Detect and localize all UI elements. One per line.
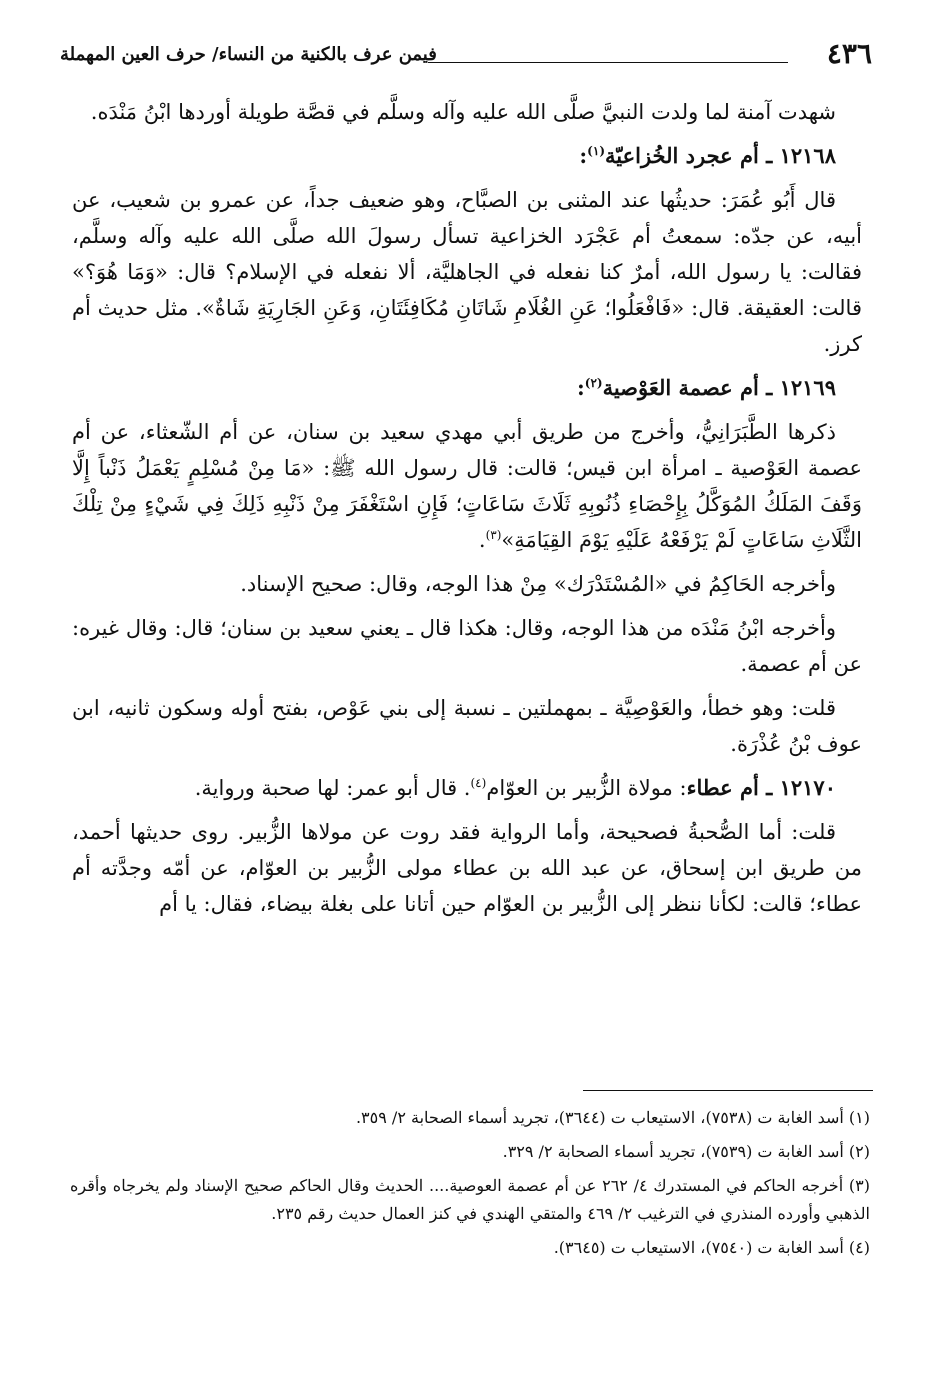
entry-heading — [72, 370, 862, 406]
paragraph: شهدت آمنة لما ولدت النبيَّ صلَّى الله عليه وآله وسلَّم في قصَّة طويلة أوردها ابْنُ مَنْدَه. — [90, 100, 836, 124]
entry-colon: : — [576, 375, 585, 400]
entry-text-end: . قال أبو عمر: لها صحبة ورواية. — [194, 776, 471, 800]
paragraph-text: ذكرها الطَّبَرَانِيُّ، وأخرج من طريق أبي مهدي سعيد بن سنان، عن أم الشّعثاء، عن أم عصمة العَوْصية ـ امرأة ابن قيس؛ قالت: قال رسول الله ﷺ: «مَا مِنْ مُسْلِمٍ يَعْمَلُ ذَنْباً إِلَّا وَقَفَ المَلَكُ المُوَكَّلُ بِإِحْصَاءِ ذُنُوبِهِ ثَلَاثَ سَاعَاتٍ؛ فَإِنِ اسْتَغْفَرَ مِنْ ذَنْبِهِ ذَلِكَ فِي شَيْءٍ مِنْ تِلْكَ الثَّلَاثِ سَاعَاتٍ لَمْ يَرْفَعْهُ عَلَيْهِ يَوْمَ القِيَامَةِ» — [72, 420, 862, 552]
paragraph-end: . — [478, 528, 486, 552]
running-title: فيمن عرف بالكنية من النساء/ حرف العين المهملة — [60, 44, 437, 65]
page-number: ٤٣٦ — [826, 37, 872, 70]
paragraph: قال أَبُو عُمَرَ: حديثُها عند المثنى بن الصبَّاح، وهو ضعيف جداً، عن عمرو بن شعيب، عن أبيه، عن جدّه: سمعتُ أم عَجْرَد الخزاعية تسأل رسولَ الله صلَّى الله عليه وآله وسلَّم، فقالت: يا رسول الله، أمرٌ كنا نفعله في الجاهليَّة، ألا نفعله في الإسلام؟ قال: «وَمَا هُوَ؟» قالت: العقيقة. قال: «فَافْعَلُوا؛ عَنِ الغُلَامِ شَاتَانِ مُكَافِئَتَانِ، وَعَنِ الجَارِيَةِ شَاةٌ». مثل حديث أم كرز. — [72, 188, 862, 356]
entry-heading — [72, 770, 862, 806]
footnote-ref: (١) — [587, 144, 605, 158]
main-text — [72, 94, 862, 930]
paragraph — [72, 414, 862, 558]
footnotes — [70, 1104, 870, 1268]
paragraph: وأخرجه ابْنُ مَنْدَه من هذا الوجه، وقال: هكذا قال ـ يعني سعيد بن سنان؛ قال: وقال غيره: عن أم عصمة. — [72, 616, 862, 676]
page-header — [60, 34, 872, 74]
footnote-ref: (٣) — [485, 528, 502, 542]
paragraph: قلت: وهو خطأ، والعَوْصِيَّة ـ بمهملتين ـ نسبة إلى بني عَوْص، بفتح أوله وسكون ثانيه، ابن عوف بْنُ عُذْرَة. — [72, 696, 862, 756]
entry-title: ١٢١٧٠ ـ أم عطاء — [686, 775, 836, 800]
entry-heading — [72, 138, 862, 174]
header-rule — [428, 62, 788, 63]
footnote-ref: (٢) — [584, 376, 603, 390]
entry-title: ١٢١٦٩ ـ أم عصمة العَوْصية — [602, 375, 836, 400]
entry-title: ١٢١٦٨ ـ أم عجرد الخُزاعيّة — [605, 143, 836, 168]
paragraph: وأخرجه الحَاكِمُ في «المُسْتَدْرَك» مِنْ هذا الوجه، وقال: صحيح الإسناد. — [240, 572, 836, 596]
entry-text: : مولاة الزُّبير بن العوّام — [486, 776, 687, 800]
entry-colon: : — [579, 143, 588, 168]
footnote: (٣) أخرجه الحاكم في المستدرك ٤/ ٢٦٢ عن أم عصمة العوصية.... الحديث وقال الحاكم صحيح الإسناد ولم يخرجاه وأقره الذهبي وأورده المنذري في الترغيب ٢/ ٤٦٩ والمتقي الهندي في كنز العمال حديث رقم ٢٣٥. — [70, 1176, 871, 1223]
paragraph: قلت: أما الصُّحبةُ فصحيحة، وأما الرواية فقد روت عن مولاها الزُّبير. روى حديثها أحمد، من طريق ابن إسحاق، عن عبد الله بن عطاء مولى الزُّبير بن العوّام، عن أمّه وجدَّته أم عطاء؛ قالت: لكأنا ننظر إلى الزُّبير بن العوّام حين أتانا على بغلة بيضاء، فقال: يا أم — [72, 820, 862, 916]
footnote: (٤) أسد الغابة ت (٧٥٤٠)، الاستيعاب ت (٣٦٤٥). — [553, 1238, 870, 1257]
footnote-ref: (٤) — [470, 776, 487, 790]
footnote-rule — [583, 1090, 873, 1091]
footnote: (٢) أسد الغابة ت (٧٥٣٩)، تجريد أسماء الصحابة ٢/ ٣٢٩. — [502, 1142, 870, 1161]
footnote: (١) أسد الغابة ت (٧٥٣٨)، الاستيعاب ت (٣٦٤٤)، تجريد أسماء الصحابة ٢/ ٣٥٩. — [355, 1108, 870, 1127]
